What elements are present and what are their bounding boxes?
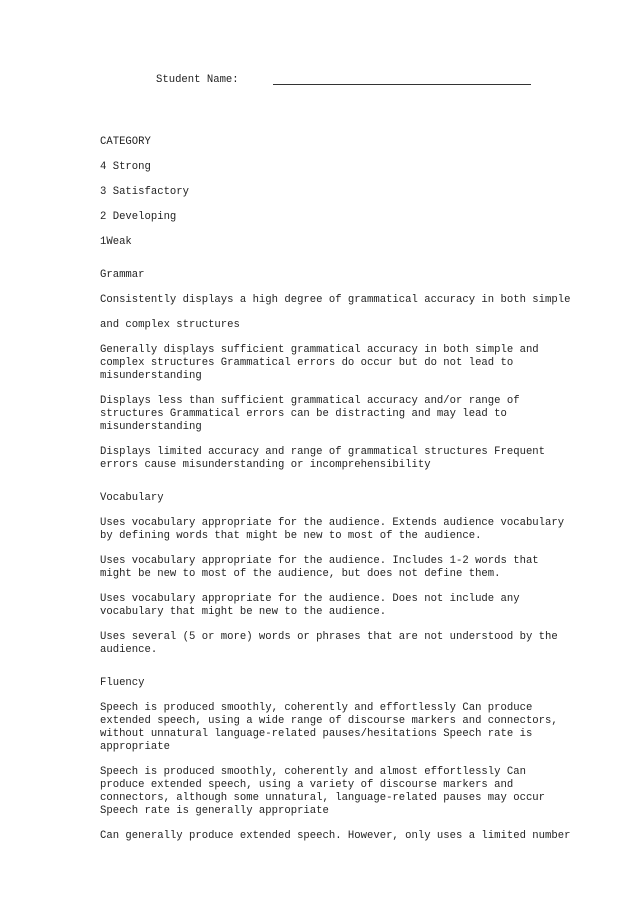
grammar-descriptor-4a: Consistently displays a high degree of grammatical accuracy in both simple	[100, 294, 571, 306]
category-heading: CATEGORY	[100, 136, 151, 148]
grammar-descriptor-2: Displays less than sufficient grammatical accuracy and/or range of structures Grammatical errors can be distracting and may lead to misunderstanding	[100, 395, 520, 433]
grammar-descriptor-3: Generally displays sufficient grammatical accuracy in both simple and complex structures Grammatical errors do occur but do not lead to misunderstanding	[100, 344, 539, 382]
fluency-descriptor-3: Speech is produced smoothly, coherently and almost effortlessly Can produce extended speech, using a variety of discourse markers and connectors, although some unnatural, language-related pauses may occur Speech rate is generally appropriate	[100, 766, 546, 817]
level-2-developing: 2 Developing	[100, 211, 177, 223]
vocabulary-descriptor-1: Uses several (5 or more) words or phrases that are not understood by the audience.	[100, 631, 558, 656]
vocabulary-descriptor-2: Uses vocabulary appropriate for the audience. Does not include any vocabulary that might be new to the audience.	[100, 593, 520, 618]
fluency-descriptor-4: Speech is produced smoothly, coherently and effortlessly Can produce extended speech, using a wide range of discourse markers and connectors, without unnatural language-related pauses/hesitations Speech rate is appropriate	[100, 702, 558, 753]
level-4-strong: 4 Strong	[100, 161, 151, 173]
vocabulary-descriptor-4: Uses vocabulary appropriate for the audience. Extends audience vocabulary by defining words that might be new to most of the audience.	[100, 517, 565, 542]
rubric-content	[100, 136, 600, 855]
student-name-blank-line[interactable]	[273, 74, 531, 85]
fluency-title: Fluency	[100, 677, 145, 689]
vocabulary-descriptor-3: Uses vocabulary appropriate for the audience. Includes 1-2 words that might be new to most of the audience, but does not define them.	[100, 555, 539, 580]
grammar-descriptor-1: Displays limited accuracy and range of grammatical structures Frequent errors cause misunderstanding or incomprehensibility	[100, 446, 546, 471]
student-name-label: Student Name:	[156, 74, 239, 86]
grammar-title: Grammar	[100, 269, 145, 281]
fluency-descriptor-2: Can generally produce extended speech. However, only uses a limited number	[100, 830, 571, 842]
level-1-weak: 1Weak	[100, 236, 132, 248]
grammar-descriptor-4b: and complex structures	[100, 319, 240, 331]
vocabulary-title: Vocabulary	[100, 492, 164, 504]
level-3-satisfactory: 3 Satisfactory	[100, 186, 190, 198]
